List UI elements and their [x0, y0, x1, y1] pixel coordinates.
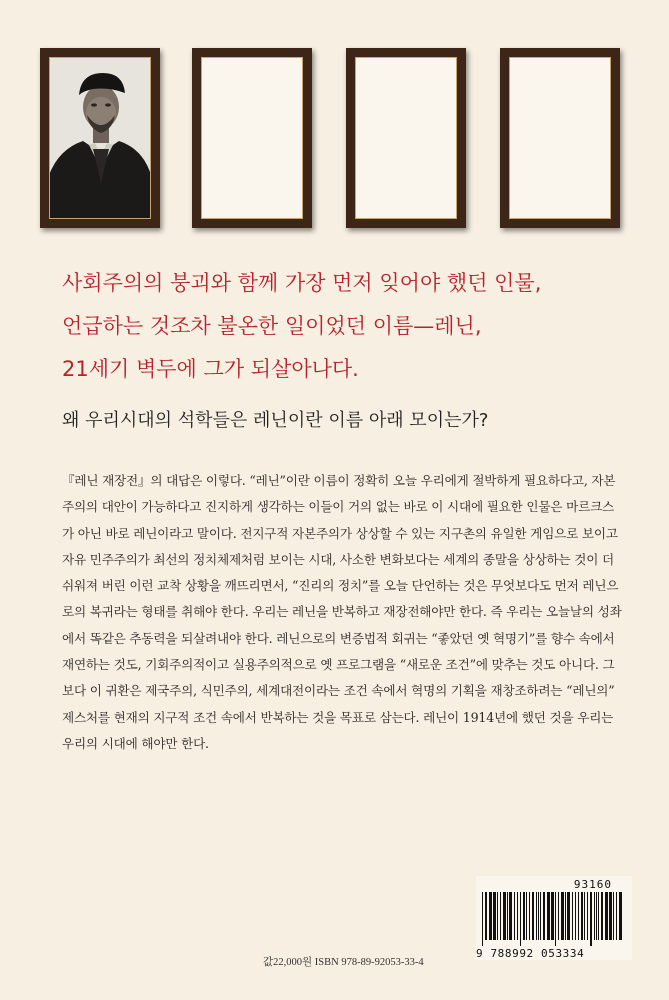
barcode-bar — [619, 892, 622, 940]
barcode-bar — [605, 892, 608, 940]
isbn-barcode — [476, 876, 632, 960]
barcode-bar — [581, 892, 583, 940]
barcode-bar — [613, 892, 614, 940]
empty-frame — [192, 48, 312, 228]
barcode-bar — [540, 892, 541, 940]
barcode-bar — [532, 892, 534, 940]
portrait-illustration — [49, 57, 151, 219]
barcode-bar — [507, 892, 508, 940]
barcode-bar — [558, 892, 559, 940]
price-isbn: 값22,000원 ISBN 978-89-92053-33-4 — [263, 957, 424, 968]
barcode-bar — [520, 892, 521, 946]
barcode-bar — [578, 892, 579, 940]
barcode-bars — [482, 892, 626, 946]
barcode-bar — [565, 892, 566, 940]
barcode-bar — [514, 892, 515, 940]
barcode-bar — [497, 892, 498, 940]
barcode-bar — [482, 892, 483, 946]
barcode-bar — [509, 892, 512, 940]
barcode-bar — [575, 892, 576, 940]
barcode-bar — [493, 892, 496, 940]
barcode-bar — [587, 892, 588, 940]
headline-line: 21세기 벽두에 그가 되살아나다. — [62, 357, 359, 381]
barcode-bar — [590, 892, 592, 946]
barcode-bar — [538, 892, 539, 940]
barcode-bar — [485, 892, 487, 940]
barcode-bar — [517, 892, 518, 940]
barcode-number: 9 788992 053334 — [476, 947, 585, 960]
barcode-bar — [536, 892, 537, 940]
barcode-bar — [500, 892, 501, 940]
empty-frame — [500, 48, 620, 228]
barcode-bar — [503, 892, 506, 940]
barcode-addon-number: 93160 — [573, 878, 612, 891]
barcode-bar — [523, 892, 525, 940]
barcode-bar — [601, 892, 603, 940]
barcode-bar — [567, 892, 570, 940]
barcode-bar — [561, 892, 564, 940]
body-paragraph: 『레닌 재장전』의 대답은 이렇다. “레닌”이란 이름이 정확히 오늘 우리에게 절박하게 필요하다고, 자본주의의 대안이 가능하다고 진지하게 생각하는 이들이 거의 없는 바로 이 시대에 필요한 인물은 마르크스가 아닌 바로 레닌이라고 말이다. 전지구적 자본주의가 상상할 수 있는 지구촌의 유일한 게임으로 보이고 자유 민주주의가 최선의 정치체제처럼 보이는 시대, 사소한 변화보다는 세계의 종말을 상상하는 것이 더 쉬워져 버린 이런 교착 상황을 깨뜨리면서, “진리의 정치”를 오늘 단언하는 것은 무엇보다도 먼저 레닌으로의 복귀라는 형태를 취해야 한다. 우리는 레닌을 반복하고 재장전해야만 한다. 즉 우리는 오늘날의 성좌에서 똑같은 추동력을 되살려내야 한다. 레닌으로의 변증법적 회귀는 “좋았던 옛 혁명기”를 향수 속에서 재연하는 것도, 기회주의적이고 실용주의적으로 옛 프로그램을 “새로운 조건”에 맞추는 것도 아니다. 그보다 이 귀환은 제국주의, 식민주의, 세계대전이라는 조건 속에서 혁명의 기획을 재창조하려는 “레닌의” 제스처를 현재의 지구적 조건 속에서 반복하는 것을 목표로 삼는다. 레닌이 1914년에 했던 것을 우리는 우리의 시대에 해야만 한다. — [62, 473, 622, 751]
lenin-portrait-photo — [49, 57, 151, 219]
headline-line: 언급하는 것조차 불온한 일이었던 이름—레닌, — [62, 314, 482, 338]
barcode-bar — [547, 892, 550, 940]
barcode-bar — [596, 892, 597, 940]
barcode-bar — [598, 892, 599, 940]
barcode-bar — [616, 892, 617, 940]
headline-line: 사회주의의 붕괴와 함께 가장 먼저 잊어야 했던 인물, — [62, 271, 542, 295]
barcode-bar — [555, 892, 556, 946]
barcode-bar — [609, 892, 612, 940]
barcode-bar — [526, 892, 527, 940]
barcode-bar — [572, 892, 573, 940]
empty-frame — [346, 48, 466, 228]
barcode-bar — [551, 892, 554, 940]
question-heading: 왜 우리시대의 석학들은 레닌이란 이름 아래 모이는가? — [62, 410, 489, 431]
barcode-bar — [543, 892, 545, 940]
portrait-frame — [40, 48, 160, 228]
barcode-bar — [584, 892, 585, 940]
barcode-bar — [594, 892, 595, 940]
barcode-bar — [489, 892, 492, 940]
headline — [62, 262, 541, 391]
barcode-bar — [529, 892, 530, 940]
